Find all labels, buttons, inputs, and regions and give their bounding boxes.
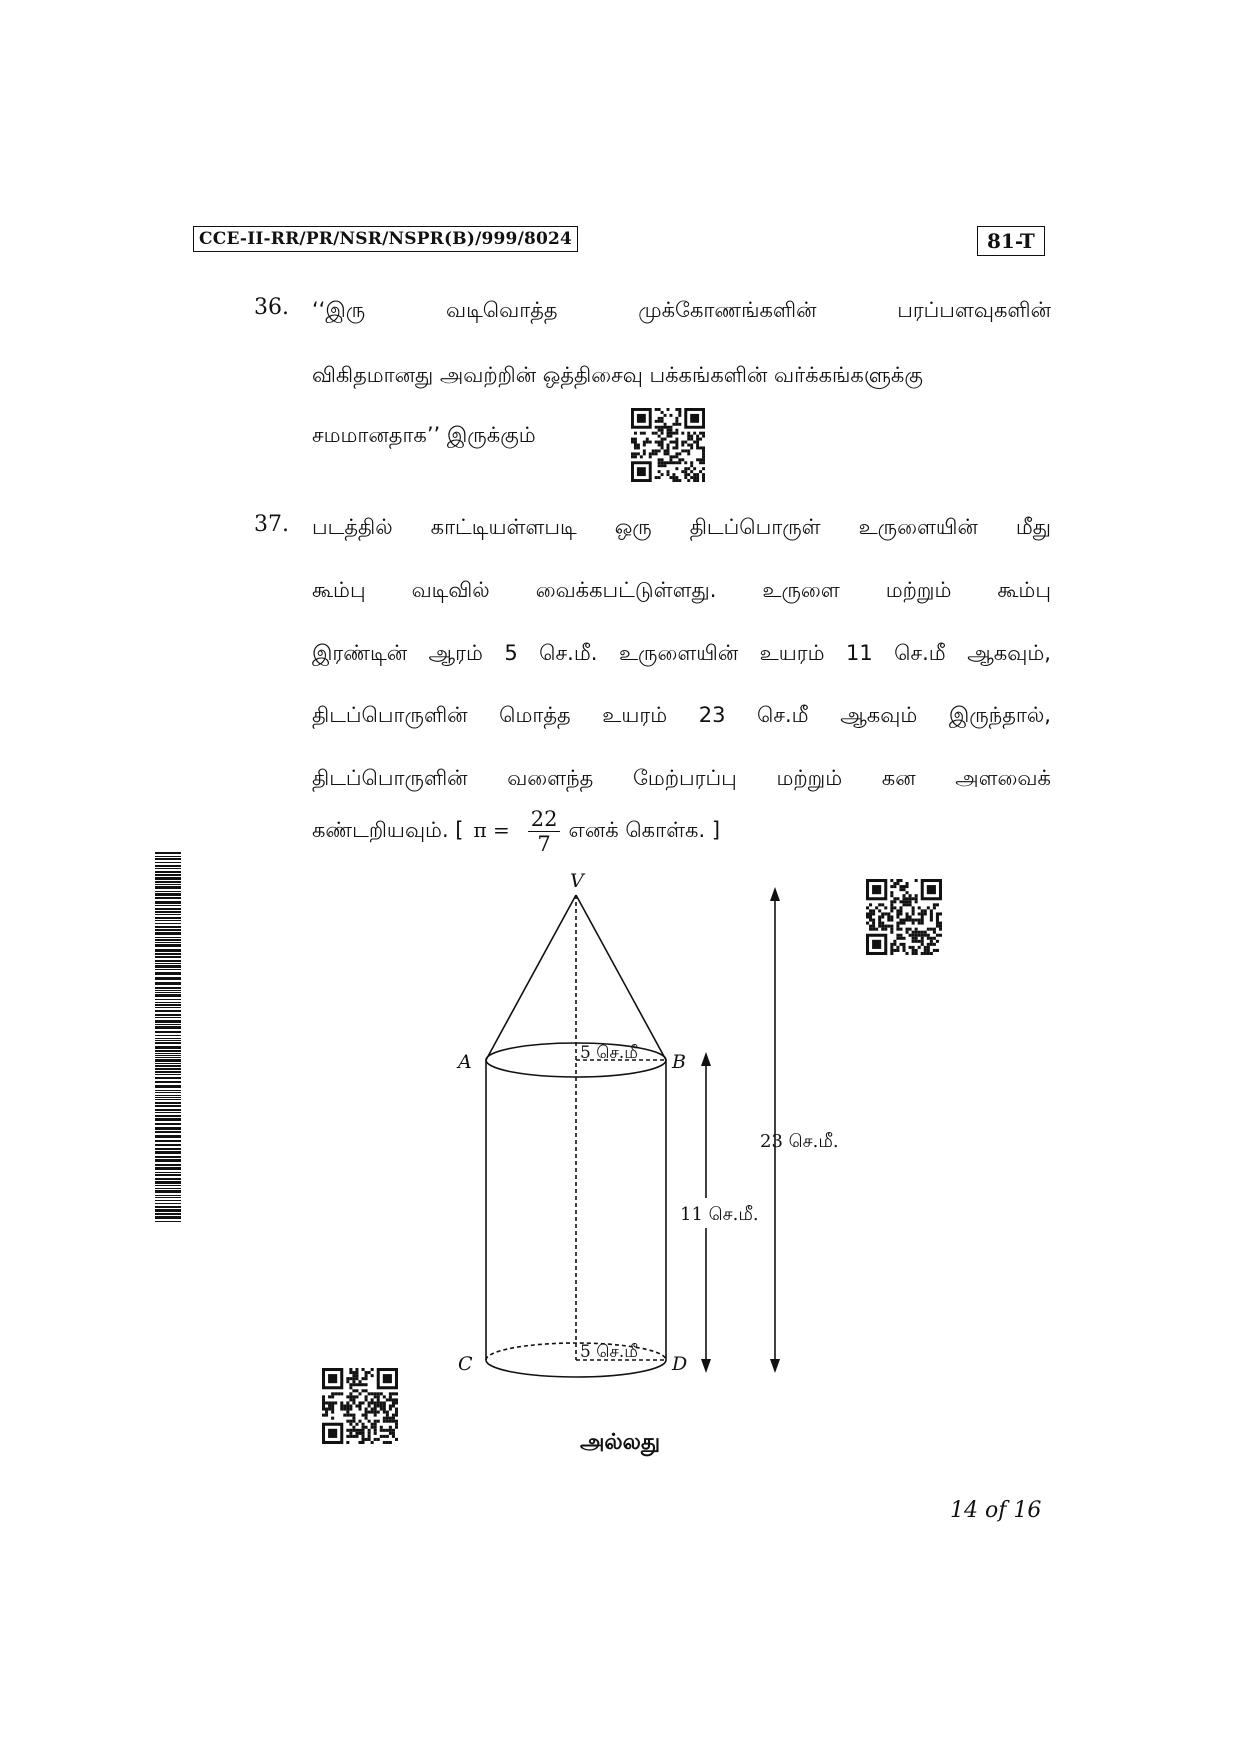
q37-word: கன (881, 766, 916, 790)
paper-number: 81-T (977, 226, 1045, 256)
q37-word: வளைந்த (507, 766, 594, 790)
cone-left-slant (486, 895, 576, 1060)
question-36-line-3: சமமானதாக’’ இருக்கும் (312, 423, 536, 447)
q37-word: மற்றும் (885, 578, 952, 602)
arrowhead-down-23 (770, 1359, 780, 1373)
question-36-number: 36. (254, 295, 289, 320)
arrowhead-up-11 (701, 1052, 711, 1066)
q36-word: ‘‘இரு (312, 298, 366, 322)
label-d: D (672, 1353, 688, 1375)
q37-word: இருந்தால், (948, 703, 1051, 727)
qr-code-q36 (631, 408, 705, 482)
arrowhead-up-23 (770, 887, 780, 901)
q37-word: ஆரம் (428, 641, 483, 665)
question-37-line-4 (312, 700, 1051, 730)
q37-word: திடப்பொருள் (689, 515, 821, 539)
q37-word: கூம்பு (997, 578, 1051, 602)
fraction-22-over-7 (528, 807, 561, 856)
q37-word: இரண்டின் (312, 641, 408, 665)
question-paper-code: CCE-II-RR/PR/NSR/NSPR(B)/999/8024 (193, 226, 578, 252)
barcode-image (155, 852, 181, 1222)
q37-word: செ.மீ (757, 703, 809, 727)
q37-word: திடப்பொருளின் (312, 703, 468, 727)
label-a: A (458, 1051, 472, 1073)
cone-cylinder-figure (440, 860, 880, 1380)
q37-word: கூம்பு (312, 578, 366, 602)
q37-word: ஆகவும் (840, 703, 918, 727)
q36-word: முக்கோணங்களின் (638, 298, 817, 322)
q37-word: உருளையின் (618, 641, 739, 665)
question-37-line-1 (312, 512, 1051, 542)
q37-word: உருளையின் (858, 515, 978, 539)
q37-word: மற்றும் (776, 766, 843, 790)
or-separator: அல்லது (579, 1430, 661, 1455)
q37-word: 5 (504, 641, 518, 665)
q37-word: செ.மீ (894, 641, 946, 665)
page-number: 14 of 16 (950, 1498, 1042, 1523)
q37-word: மேற்பரப்பு (632, 766, 737, 790)
arrowhead-down-11 (701, 1359, 711, 1373)
q37-word: செ.மீ. (539, 641, 598, 665)
q37-word: படத்தில் (312, 515, 393, 539)
question-37-line-2 (312, 575, 1051, 605)
bottom-radius-label: 5 செ.மீ (580, 1342, 638, 1362)
q37-word: வடிவில் (411, 578, 490, 602)
cone-right-slant (576, 895, 666, 1060)
q36-word: பரப்பளவுகளின் (897, 298, 1051, 322)
top-radius-label: 5 செ.மீ (580, 1043, 638, 1063)
question-36-line-2: விகிதமானது அவற்றின் ஒத்திசைவு பக்கங்களின் வர்க்கங்களுக்கு (312, 363, 923, 387)
q37-word: அளவைக் (955, 766, 1051, 790)
label-c: C (458, 1353, 473, 1375)
q37-word: உருளை (762, 578, 840, 602)
q37-word: மொத்த (499, 703, 571, 727)
q37-word: உயரம் (759, 641, 825, 665)
q37-line6-start: கண்டறியவும். [ (312, 818, 464, 842)
question-37-line-3 (312, 638, 1051, 668)
pi-symbol: π = (473, 818, 510, 842)
question-36-line-1 (312, 295, 1051, 325)
fraction-numerator: 22 (528, 807, 561, 832)
q37-word: காட்டியள்ளபடி (430, 515, 577, 539)
q36-word: வடிவொத்த (445, 298, 558, 322)
label-b: B (672, 1051, 686, 1073)
q37-word: ஆகவும், (967, 641, 1051, 665)
q37-line6-end: எனக் கொள்க. ] (568, 818, 721, 842)
total-height-label: 23 செ.மீ. (760, 1131, 839, 1152)
q37-word: உயரம் (602, 703, 668, 727)
q37-word: வைக்கபட்டுள்ளது. (535, 578, 717, 602)
label-v: V (570, 870, 584, 892)
fraction-denominator: 7 (537, 831, 551, 856)
cylinder-bottom-front (486, 1360, 666, 1377)
question-37-line-6 (312, 800, 720, 860)
question-37-line-5 (312, 763, 1051, 793)
q37-word: 23 (698, 703, 726, 727)
q37-word: ஒரு (614, 515, 652, 539)
cylinder-height-label: 11 செ.மீ. (680, 1204, 759, 1225)
q37-word: 11 (845, 641, 873, 665)
q37-word: திடப்பொருளின் (312, 766, 468, 790)
q37-word: மீது (1015, 515, 1051, 539)
question-37-number: 37. (254, 512, 289, 537)
